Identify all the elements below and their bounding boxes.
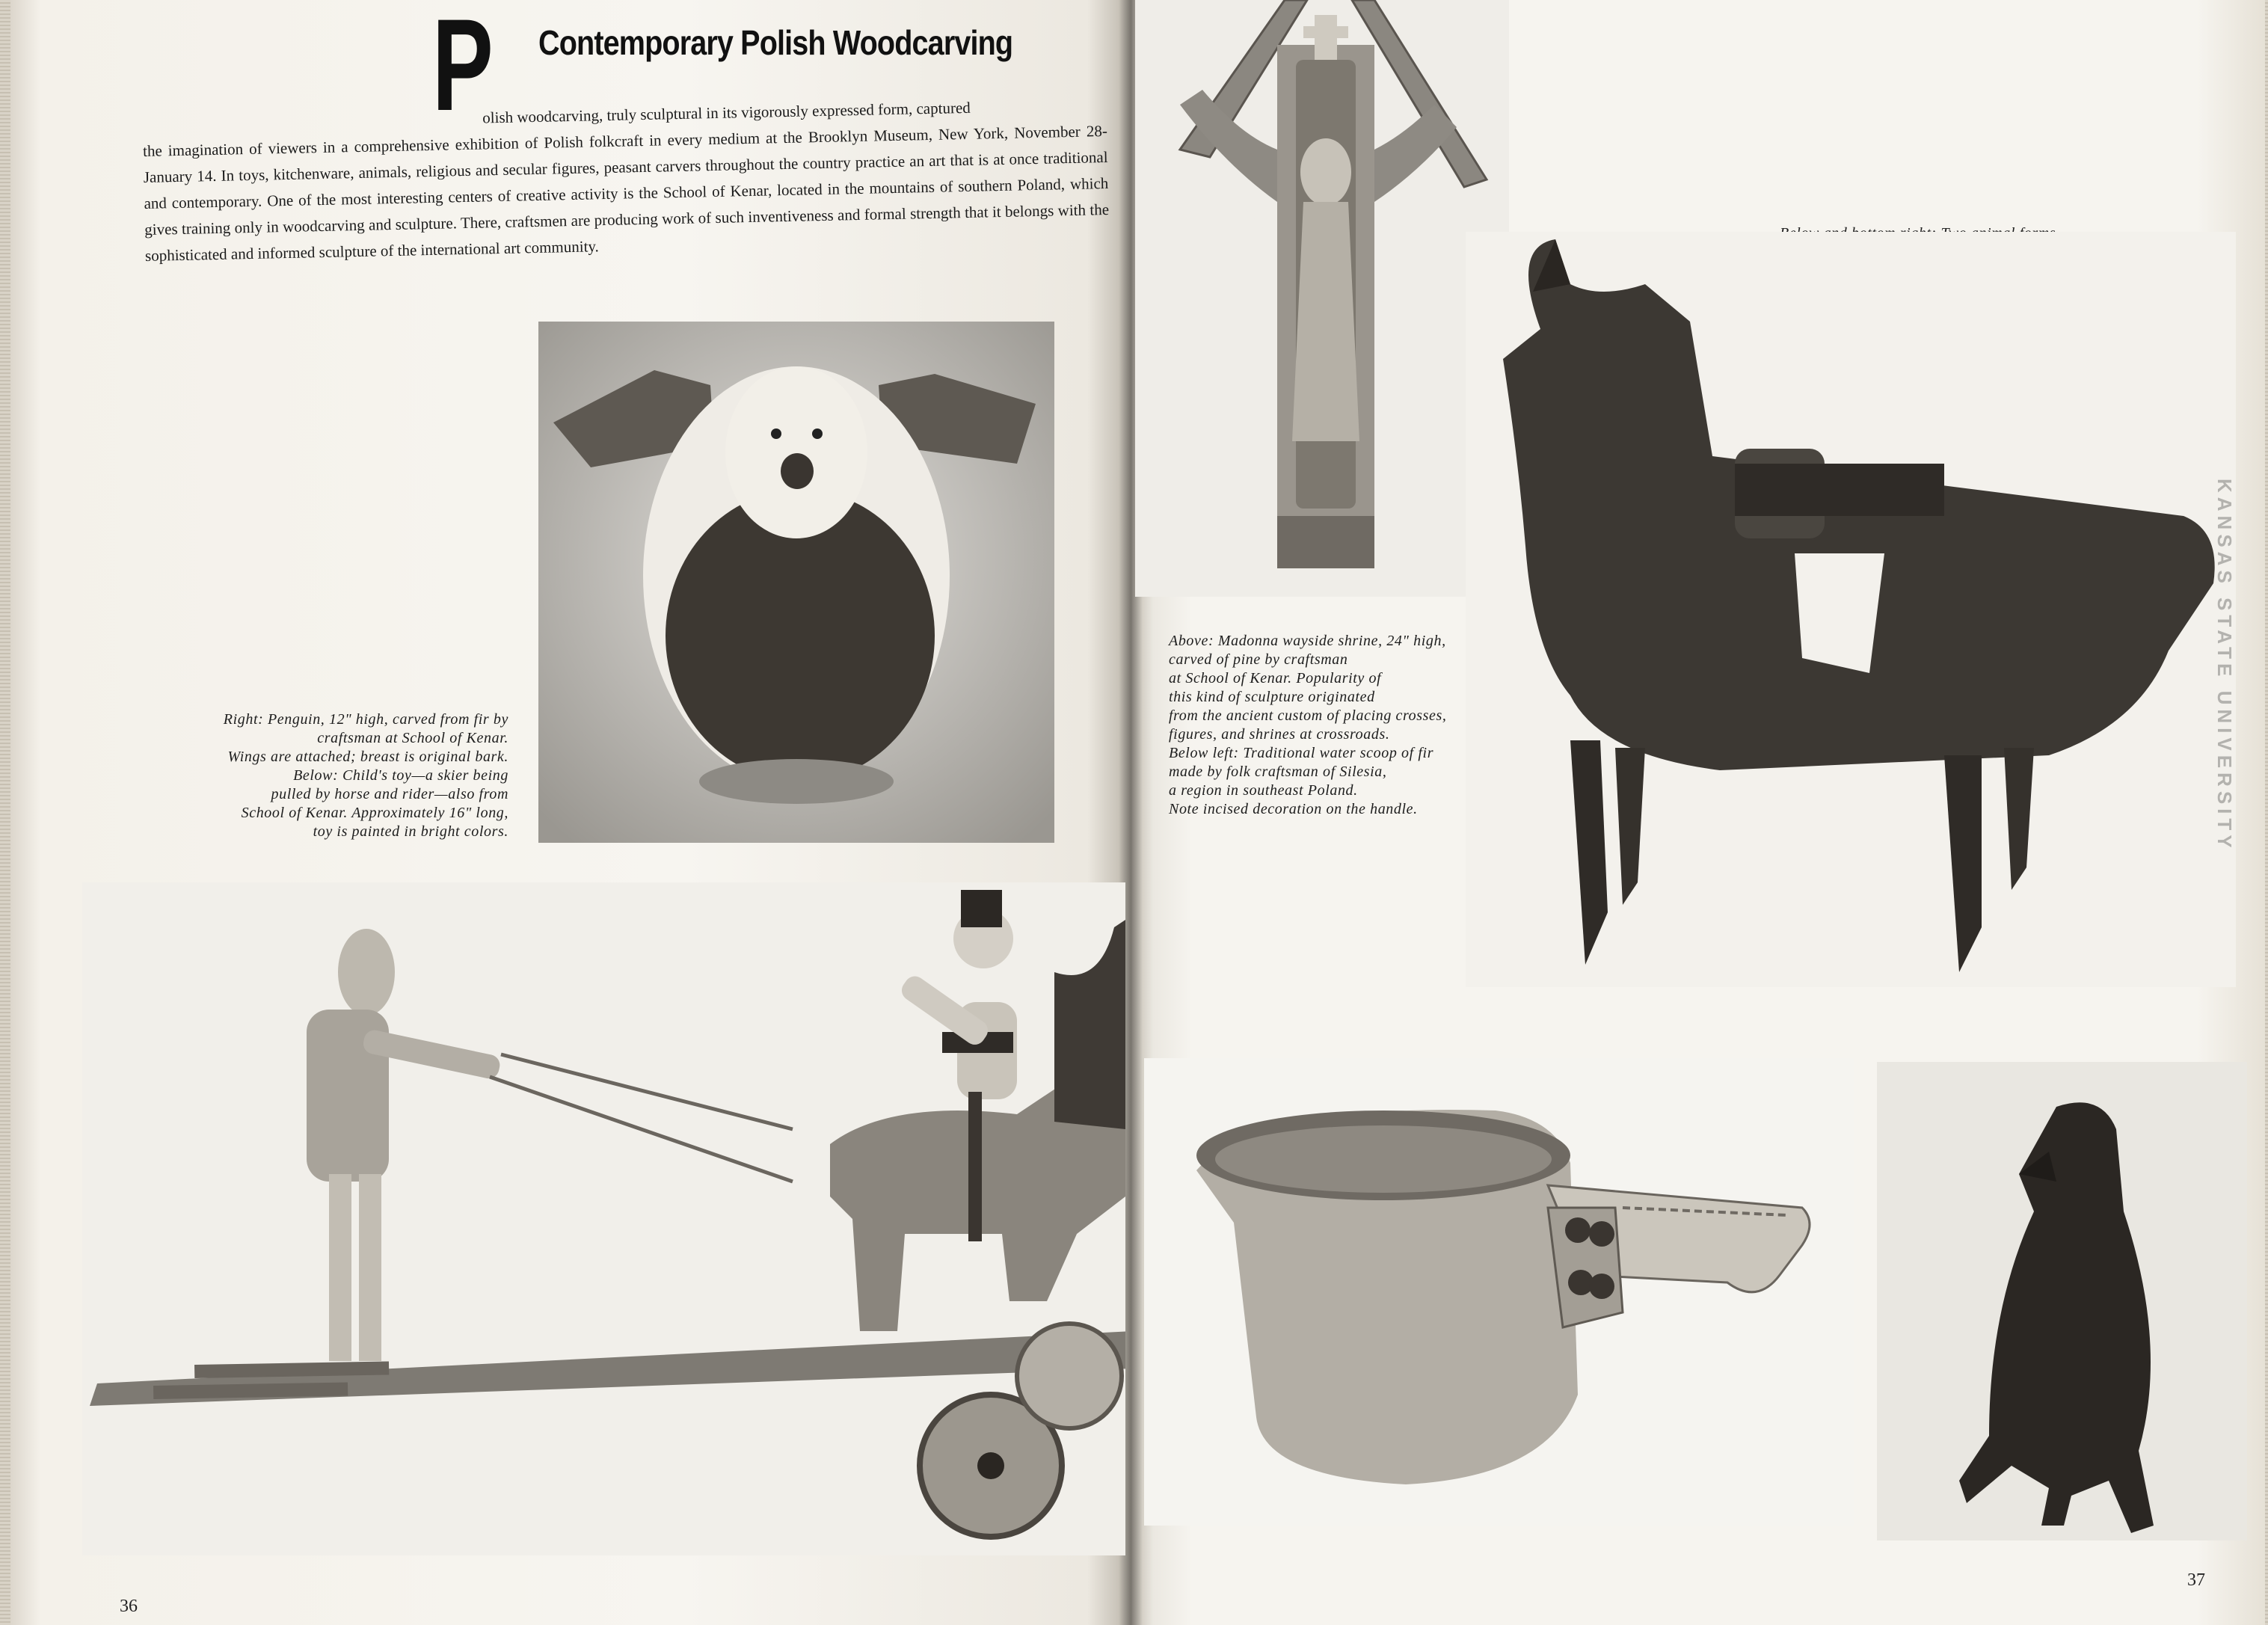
caption-line: at School of Kenar. Popularity of — [1169, 670, 1382, 686]
shrine-photo — [1135, 0, 1509, 597]
drop-cap: P — [432, 0, 494, 138]
page-number-right: 37 — [2187, 1570, 2205, 1590]
caption-line: Right: Penguin, 12" high, carved from fir by — [223, 711, 508, 728]
caption-line: School of Kenar. Approximately 16" long, — [241, 805, 508, 821]
page-number-left: 36 — [120, 1597, 138, 1616]
library-spine-stamp: KANSAS STATE UNIVERSITY — [2213, 479, 2236, 853]
penguin-photo — [538, 322, 1054, 843]
caption-line: from the ancient custom of placing crosses, — [1169, 707, 1447, 724]
caption-line: Note incised decoration on the handle. — [1169, 801, 1418, 817]
caption-line: pulled by horse and rider—also from — [271, 786, 508, 802]
caption-line: made by folk craftsman of Silesia, — [1169, 764, 1387, 780]
caption-line: Above: Madonna wayside shrine, 24" high, — [1169, 633, 1446, 649]
right-page-edges — [2265, 0, 2268, 1625]
caption-line: Below: Child's toy—a skier being — [293, 767, 508, 784]
intro-paragraph — [142, 92, 1110, 269]
horse-photo — [1466, 232, 2236, 987]
toy-photo — [82, 882, 1125, 1555]
animal-form-photo — [1877, 1062, 2247, 1540]
article-title: Contemporary Polish Woodcarving — [538, 23, 1013, 62]
intro-first-line: olish woodcarving, truly sculptural in its vigorously expressed form, captured — [482, 98, 971, 127]
caption-line: carved of pine by craftsman — [1169, 651, 1348, 668]
penguin-toy-caption — [112, 710, 508, 841]
caption-line: this kind of sculpture originated — [1169, 689, 1375, 705]
intro-body: the imagination of viewers in a comprehensive exhibition of Polish folkcraft in every medium at the Brooklyn Museum, New York, November 28-January 14. In toys, kitchenware, animals, religious and secular figures, peasant carvers throughout the country practice an art that is at once traditional and contemporary. One of the most interesting centers of creative activity is the School of Kenar, located in the mountains of southern Poland, which gives training only in woodcarving and sculpture. There, craftsmen are producing work of such inventiveness and formal strength that it belongs with the sophisticated and informed sculpture of the international art community. — [142, 121, 1110, 265]
left-page-edges — [0, 0, 10, 1625]
caption-line: Below left: Traditional water scoop of fir — [1169, 745, 1434, 761]
caption-line: craftsman at School of Kenar. — [317, 730, 508, 746]
shrine-scoop-caption — [1169, 632, 1513, 819]
caption-line: a region in southeast Poland. — [1169, 782, 1358, 799]
water-scoop-photo — [1144, 1058, 1854, 1526]
caption-line: Wings are attached; breast is original bark. — [227, 749, 508, 765]
caption-line: toy is painted in bright colors. — [313, 823, 508, 840]
caption-line: figures, and shrines at crossroads. — [1169, 726, 1390, 743]
